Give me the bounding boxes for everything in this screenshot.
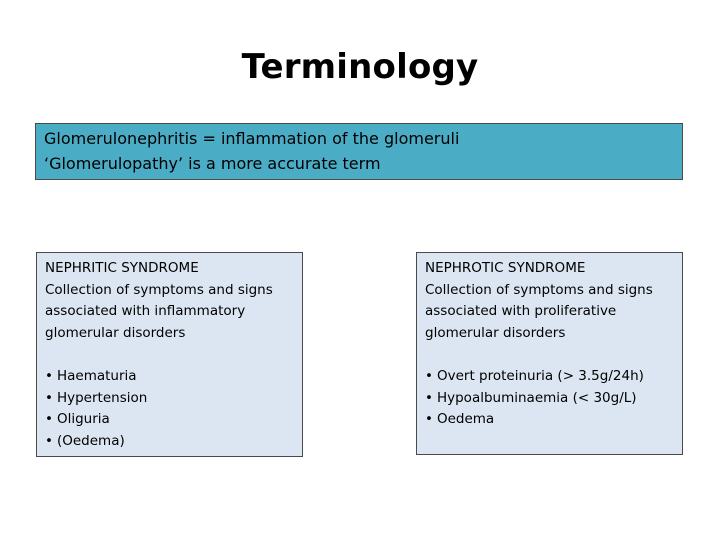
- bullet-glyph: •: [425, 368, 433, 384]
- bullet-glyph: •: [425, 411, 433, 427]
- card-heading: NEPHROTIC SYNDROME: [425, 260, 586, 276]
- card-description: [425, 280, 675, 345]
- banner-line: ‘Glomerulopathy’ is a more accurate term: [44, 154, 381, 173]
- symptom-list: [45, 366, 295, 452]
- description-line: Collection of symptoms and signs: [45, 281, 273, 298]
- list-item-text: Hypertension: [56, 389, 148, 406]
- bullet-glyph: •: [45, 432, 53, 449]
- list-item-text: (Oedema): [56, 432, 125, 449]
- description-line: glomerular disorders: [425, 324, 566, 341]
- list-item: [425, 409, 675, 431]
- nephrotic-syndrome-card: [416, 252, 683, 455]
- banner-line: Glomerulonephritis = inflammation of the glomeruli: [44, 129, 460, 148]
- card-description: [45, 280, 295, 345]
- definition-banner: [35, 123, 683, 180]
- description-line: Collection of symptoms and signs: [425, 281, 653, 298]
- description-line: associated with proliferative: [425, 303, 617, 319]
- list-item: [45, 431, 295, 453]
- list-item: [45, 409, 295, 431]
- list-item: [425, 388, 675, 410]
- page-title: Terminology: [241, 47, 479, 87]
- list-item-text: Oedema: [436, 411, 495, 427]
- list-item: [425, 366, 675, 388]
- nephritic-syndrome-card: [36, 252, 303, 457]
- description-line: glomerular disorders: [45, 324, 186, 341]
- description-line: associated with inflammatory: [45, 303, 246, 319]
- bullet-glyph: •: [45, 411, 53, 427]
- bullet-glyph: •: [45, 389, 53, 406]
- bullet-glyph: •: [425, 389, 433, 406]
- list-item-text: Oliguria: [56, 411, 110, 427]
- card-heading: NEPHRITIC SYNDROME: [45, 260, 199, 276]
- bullet-glyph: •: [45, 368, 53, 384]
- list-item-text: Haematuria: [56, 368, 137, 384]
- list-item-text: Hypoalbuminaemia (< 30g/L): [436, 389, 637, 406]
- list-item: [45, 388, 295, 410]
- list-item: [45, 366, 295, 388]
- list-item-text: Overt proteinuria (> 3.5g/24h): [436, 368, 644, 384]
- symptom-list: [425, 366, 675, 431]
